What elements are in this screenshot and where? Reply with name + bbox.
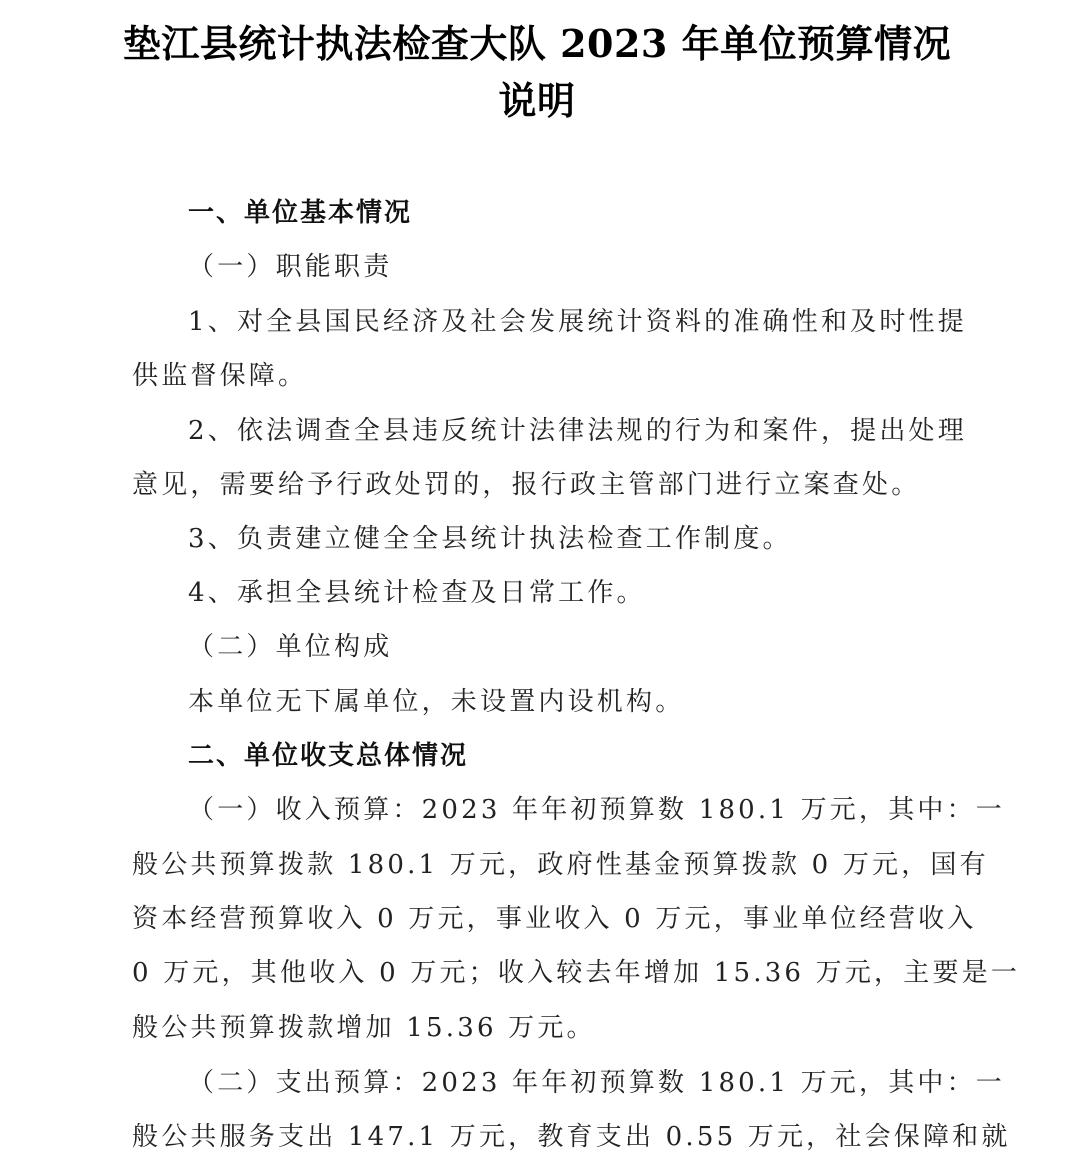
paragraph-line: 资本经营预算收入 0 万元，事业收入 0 万元，事业单位经营收入 (132, 904, 977, 934)
subsection-heading-duties: （一）职能职责 (188, 252, 393, 282)
paragraph-line: （一）收入预算：2023 年年初预算数 180.1 万元，其中：一 (188, 795, 1005, 825)
paragraph-line: 般公共预算拨款 180.1 万元，政府性基金预算拨款 0 万元，国有 (132, 850, 989, 880)
section-heading-basic-info: 一、单位基本情况 (188, 198, 413, 228)
paragraph-line: 1、对全县国民经济及社会发展统计资料的准确性和及时性提 (188, 307, 967, 337)
paragraph-line: 2、依法调查全县违反统计法律法规的行为和案件，提出处理 (188, 416, 967, 446)
paragraph-line: 本单位无下属单位，未设置内设机构。 (188, 687, 685, 717)
document-title-line-1: 垫江县统计执法检查大队 2023 年单位预算情况 (122, 21, 952, 66)
subsection-heading-composition: （二）单位构成 (188, 632, 393, 662)
paragraph-line: 供监督保障。 (132, 361, 308, 391)
paragraph-line: 般公共预算拨款增加 15.36 万元。 (132, 1013, 596, 1043)
paragraph-line: 意见，需要给予行政处罚的，报行政主管部门进行立案查处。 (132, 470, 921, 500)
paragraph-line: 3、负责建立健全全县统计执法检查工作制度。 (188, 524, 792, 554)
paragraph-line: 般公共服务支出 147.1 万元，教育支出 0.55 万元，社会保障和就 (132, 1122, 1011, 1152)
section-heading-income-expense: 二、单位收支总体情况 (188, 741, 469, 771)
document-title-line-2: 说明 (498, 78, 576, 123)
paragraph-line: （二）支出预算：2023 年年初预算数 180.1 万元，其中：一 (188, 1068, 1005, 1098)
paragraph-line: 4、承担全县统计检查及日常工作。 (188, 578, 646, 608)
paragraph-line: 0 万元，其他收入 0 万元；收入较去年增加 15.36 万元，主要是一 (132, 958, 1021, 988)
